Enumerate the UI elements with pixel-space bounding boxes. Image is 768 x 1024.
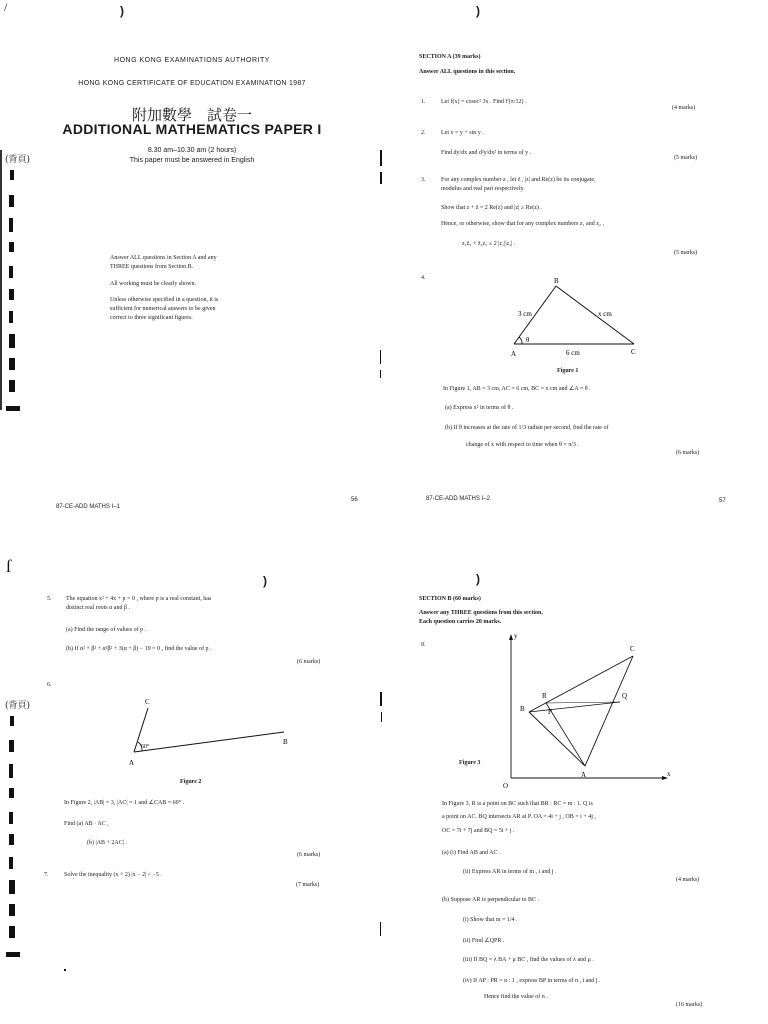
- question-part: (ii) Find ∠QPR .: [463, 938, 505, 944]
- page-section-a: [384, 0, 768, 512]
- question-number: 5.: [47, 596, 52, 602]
- figure-label-x: x: [667, 770, 671, 778]
- exam-title: HONG KONG CERTIFICATE OF EDUCATION EXAMINATION 1987: [78, 80, 306, 87]
- page-number: 57: [719, 498, 726, 504]
- scan-mark: [380, 692, 382, 706]
- marks: (5 marks): [674, 250, 698, 256]
- marks: (6 marks): [297, 659, 321, 665]
- page-section-b: [384, 512, 768, 1024]
- margin-note: (背頁): [5, 155, 31, 165]
- section-heading: SECTION A (39 marks): [419, 54, 481, 60]
- question-number: 1.: [421, 99, 426, 105]
- figure-label-B: B: [554, 277, 559, 285]
- question-text: The equation x² + 4x + p = 0 , where p is a real constant, has: [66, 596, 212, 602]
- question-text: a point on AC. BQ intersects AR at P. OA = 4i + j , OB = i + 4j ,: [442, 814, 596, 820]
- question-part: (b) If α² + β² + α²β² + 3(α + β) − 19 = 0 , find the value of p .: [66, 646, 212, 652]
- figure-label-B: B: [283, 738, 288, 746]
- question-text: distinct real roots α and β .: [66, 605, 131, 611]
- instruction-line: Answer ALL questions in Section A and any: [110, 255, 217, 261]
- section-instruction: Answer ALL questions in this section.: [419, 69, 516, 75]
- figure-3-vectors: [499, 628, 674, 798]
- scan-mark: [380, 922, 381, 936]
- question-part: (b) |AB + 2AC| .: [87, 840, 127, 846]
- question-part: (b) If θ increases at the rate of 1/3 radian per second, find the rate of: [445, 425, 609, 431]
- language-note: This paper must be answered in English: [129, 157, 255, 164]
- figure-label-O: O: [503, 782, 509, 790]
- question-number: 4.: [421, 275, 426, 281]
- question-part: (iii) If BQ = λ BA + μ BC , find the values of λ and μ .: [463, 957, 594, 963]
- question-part: change of x with respect to time when θ = π/3 .: [466, 442, 579, 448]
- question-text: In Figure 1, AB = 3 cm, AC = 6 cm, BC = x cm and ∠A = θ .: [443, 386, 591, 392]
- section-instruction: Answer any THREE questions from this section.: [419, 610, 543, 616]
- instruction-line: Unless otherwise specified in a question, it is: [110, 297, 219, 303]
- section-instruction: Each question carries 20 marks.: [419, 619, 502, 625]
- question-text: Solve the inequality (x + 2) |x − 2| < −5 .: [64, 872, 162, 878]
- marks: (4 marks): [672, 105, 696, 111]
- instruction-line: THREE questions from Section B.: [110, 264, 194, 270]
- figure-label-AB: 3 cm: [518, 310, 532, 318]
- question-number: 7.: [44, 872, 49, 878]
- scan-mark: [380, 150, 382, 166]
- section-heading: SECTION B (60 marks): [419, 596, 481, 602]
- question-part: (i) Show that m = 1/4 .: [463, 917, 518, 923]
- figure-label-R: R: [542, 692, 547, 700]
- question-part: Find (a) AB · AC ,: [64, 821, 109, 827]
- question-number: 6.: [47, 682, 52, 688]
- figure-caption: Figure 3: [459, 760, 481, 766]
- footer-code: 87-CE-ADD MATHS I–1: [56, 504, 120, 510]
- figure-label-B: B: [520, 705, 525, 713]
- figure-label-A: A: [511, 350, 517, 358]
- question-part: (ii) Express AR in terms of m , i and j .: [463, 869, 557, 875]
- question-text: Let x = y + sin y .: [441, 130, 484, 136]
- marks: (4 marks): [676, 877, 700, 883]
- figure-2-vectors: [120, 692, 300, 772]
- footer-code: 87-CE-ADD MATHS I–2: [426, 496, 490, 502]
- paren-mark: ): [476, 4, 480, 18]
- instruction-line: correct to three significant figures.: [110, 315, 193, 321]
- figure-1-triangle: [494, 270, 654, 370]
- figure-label-theta: θ: [526, 336, 530, 344]
- paren-mark: ): [263, 574, 267, 588]
- edge-mark: ſ: [6, 556, 12, 576]
- question-part: (a) Express x² in terms of θ .: [445, 405, 514, 411]
- marks: (7 marks): [296, 882, 320, 888]
- instruction-line: sufficient for numerical answers to be given: [110, 306, 216, 312]
- question-number: 3.: [421, 177, 426, 183]
- question-text: For any complex number z , let z̄ , |z| and Re(z) be its conjugate,: [441, 177, 596, 183]
- figure-label-A: A: [581, 771, 587, 779]
- figure-label-AC: 6 cm: [566, 349, 580, 357]
- question-part: (b) Suppose AR is perpendicular to BC .: [442, 897, 539, 903]
- question-number: 2.: [421, 130, 426, 136]
- question-number: 8.: [421, 642, 426, 648]
- question-text: Hence, or otherwise, show that for any complex numbers z₁ and z₂ ,: [441, 221, 604, 227]
- scan-mark: [380, 172, 382, 184]
- page-cover: [0, 0, 384, 512]
- question-part: (a) (i) Find AB and AC .: [442, 850, 501, 856]
- question-part: Hence find the value of n .: [484, 994, 548, 1000]
- page-questions-5-7: [0, 512, 384, 1024]
- exam-time: 8.30 am–10.30 am (2 hours): [147, 147, 237, 154]
- question-text: modulus and real part respectively.: [441, 186, 525, 192]
- marks: (6 marks): [676, 450, 700, 456]
- marks: (16 marks): [676, 1002, 703, 1008]
- scan-mark: [381, 712, 382, 722]
- figure-label-A: A: [129, 759, 135, 767]
- marks: (5 marks): [674, 155, 698, 161]
- chinese-title: 附加數學 試卷一: [131, 107, 252, 124]
- question-text: In Figure 3, R is a point on BC such that BR : RC = m : 1. Q is: [442, 801, 593, 807]
- question-text: In Figure 2, |AB| = 3, |AC| = 1 and ∠CAB = 60° .: [64, 800, 185, 806]
- page-number: 56: [351, 497, 358, 503]
- scan-mark: [380, 350, 381, 364]
- figure-label-BC: x cm: [598, 310, 612, 318]
- scan-mark: [380, 370, 381, 378]
- scan-mark: [64, 969, 66, 971]
- figure-label-P: P: [548, 708, 552, 716]
- paper-title: ADDITIONAL MATHEMATICS PAPER I: [62, 121, 322, 137]
- paren-mark: ): [476, 572, 480, 586]
- margin-note: (背頁): [5, 701, 31, 711]
- edge-mark: /: [4, 0, 8, 14]
- figure-label-C: C: [630, 645, 635, 653]
- figure-label-C: C: [145, 698, 150, 706]
- question-text: z₁z̄₂ + z̄₁z₂ ≤ 2 |z₁||z₂| .: [462, 241, 516, 247]
- authority: HONG KONG EXAMINATIONS AUTHORITY: [114, 57, 270, 64]
- question-text: Let f(x) = cosec² 3x . Find f′(π/12) .: [441, 99, 527, 105]
- figure-label-C: C: [631, 348, 636, 356]
- question-text: OC = 7i + 7j and BQ = 5i + j .: [442, 828, 515, 834]
- question-text: Find dy/dx and d²y/dx² in terms of y .: [441, 150, 532, 156]
- paren-mark: ): [120, 4, 124, 18]
- instruction-line: All working must be clearly shown.: [110, 281, 196, 287]
- question-part: (iv) If AP : PR = n : 1 , express BP in terms of n , i and j .: [463, 978, 601, 984]
- marks: (6 marks): [297, 852, 321, 858]
- question-part: (a) Find the range of values of p .: [66, 627, 147, 633]
- figure-label-Q: Q: [622, 692, 628, 700]
- figure-caption: Figure 1: [557, 368, 579, 374]
- figure-label-angle: 60°: [141, 744, 150, 750]
- figure-label-y: y: [514, 632, 518, 640]
- figure-caption: Figure 2: [180, 779, 202, 785]
- question-text: Show that z + z̄ = 2 Re(z) and |z| ≥ Re(z) .: [441, 205, 542, 211]
